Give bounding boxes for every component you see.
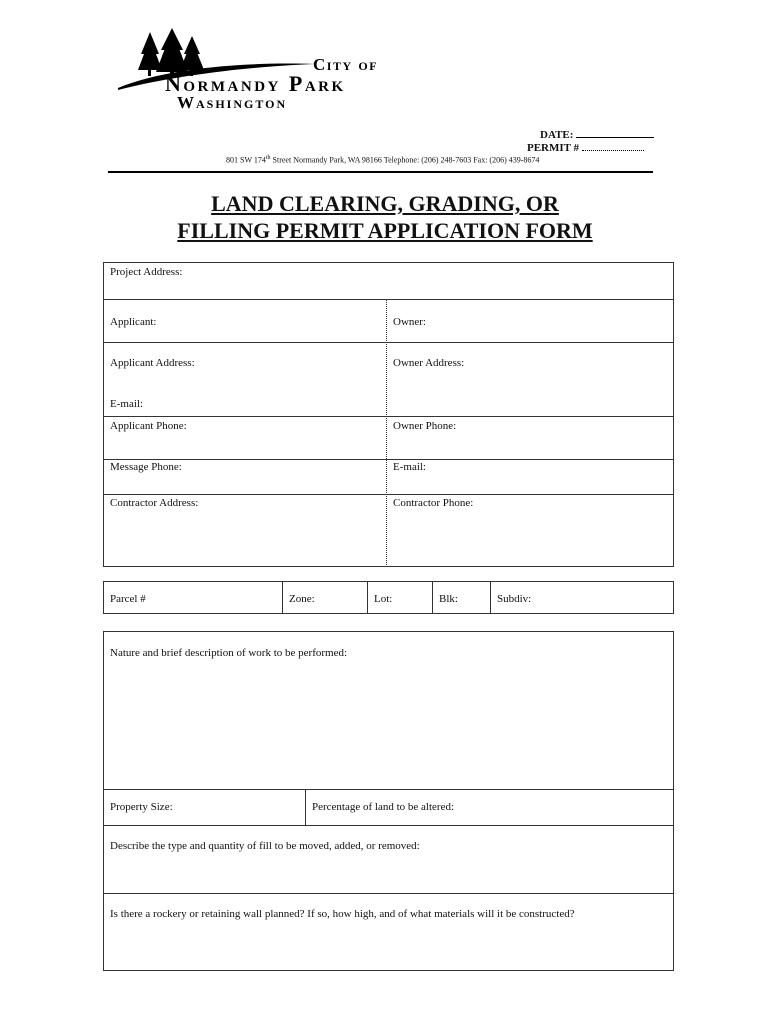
form-title-line-1: LAND CLEARING, GRADING, OR — [211, 191, 559, 216]
owner-email-field[interactable]: E-mail: — [393, 461, 426, 473]
column-divider — [305, 789, 306, 825]
applicant-address-field[interactable]: Applicant Address: — [110, 357, 195, 369]
date-field[interactable] — [576, 127, 654, 138]
parcel-field[interactable]: Parcel # — [110, 593, 146, 605]
permit-field[interactable] — [582, 140, 644, 151]
contractor-phone-field[interactable]: Contractor Phone: — [393, 497, 474, 509]
message-phone-field[interactable]: Message Phone: — [110, 461, 182, 473]
row-divider — [103, 893, 674, 894]
applicant-field[interactable]: Applicant: — [110, 316, 157, 328]
logo-city-name: Normandy Park — [165, 71, 346, 96]
blk-field[interactable]: Blk: — [439, 593, 458, 605]
date-label: DATE: — [540, 129, 574, 141]
column-divider — [490, 581, 491, 614]
column-divider — [386, 299, 387, 567]
column-divider — [367, 581, 368, 614]
logo-state: Washington — [177, 93, 288, 112]
header-divider — [108, 171, 653, 173]
row-divider — [103, 825, 674, 826]
form-title-line-2: FILLING PERMIT APPLICATION FORM — [177, 218, 593, 243]
lot-field[interactable]: Lot: — [374, 593, 393, 605]
permit-row — [527, 140, 644, 154]
owner-field[interactable]: Owner: — [393, 316, 426, 328]
logo-city-of: City of — [313, 55, 379, 74]
city-address-line — [226, 155, 539, 165]
row-divider — [103, 789, 674, 790]
rockery-wall-field[interactable]: Is there a rockery or retaining wall planned? If so, how high, and of what materials will it be constructed? — [110, 908, 575, 920]
project-address-field[interactable]: Project Address: — [110, 266, 183, 278]
column-divider — [282, 581, 283, 614]
percentage-altered-field[interactable]: Percentage of land to be altered: — [312, 801, 455, 813]
date-row — [540, 127, 654, 141]
address-superscript: th — [265, 155, 271, 161]
subdiv-field[interactable]: Subdiv: — [497, 593, 532, 605]
column-divider — [432, 581, 433, 614]
fill-description-field[interactable]: Describe the type and quantity of fill to be moved, added, or removed: — [110, 840, 420, 852]
applicant-phone-field[interactable]: Applicant Phone: — [110, 420, 187, 432]
address-part-2: Street Normandy Park, WA 98166 Telephone: (206) 248-7603 Fax: (206) 439-8674 — [270, 155, 540, 165]
row-divider — [103, 342, 674, 343]
permit-label: PERMIT # — [527, 142, 580, 154]
row-divider — [103, 459, 674, 460]
zone-field[interactable]: Zone: — [289, 593, 315, 605]
row-divider — [103, 494, 674, 495]
applicant-section — [103, 262, 674, 567]
contractor-address-field[interactable]: Contractor Address: — [110, 497, 199, 509]
owner-address-field[interactable]: Owner Address: — [393, 357, 465, 369]
row-divider — [103, 299, 674, 300]
row-divider — [103, 416, 674, 417]
owner-phone-field[interactable]: Owner Phone: — [393, 420, 457, 432]
applicant-email-field[interactable]: E-mail: — [110, 398, 143, 410]
address-part-1: 801 SW 174 — [226, 155, 266, 165]
work-description-field[interactable]: Nature and brief description of work to be performed: — [110, 647, 348, 659]
property-size-field[interactable]: Property Size: — [110, 801, 173, 813]
